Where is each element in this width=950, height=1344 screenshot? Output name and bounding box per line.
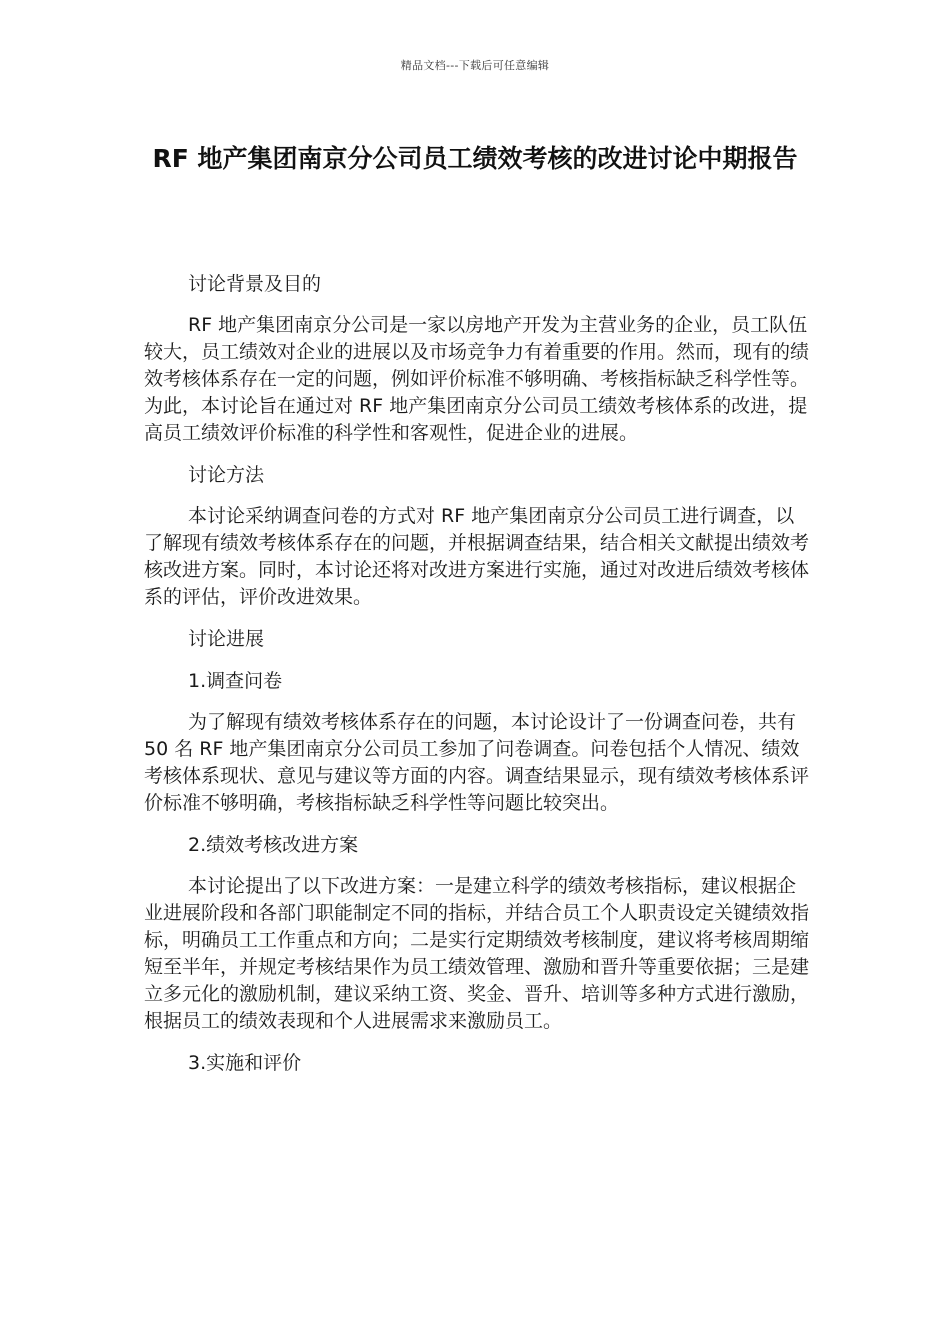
section-heading-background: 讨论背景及目的 <box>188 273 322 295</box>
section-heading-progress: 讨论进展 <box>188 628 265 650</box>
subheading-survey: 1.调查问卷 <box>188 670 283 692</box>
paragraph-background: RF 地产集团南京分公司是一家以房地产开发为主营业务的企业，员工队伍较大，员工绩效对企业的进展以及市场竞争力有着重要的作用。然而，现有的绩效考核体系存在一定的问题，例如评价标准不够明确、考核指标缺乏科学性等。为此，本讨论旨在通过对 RF 地产集团南京分公司员工绩效考核体系的改进，提高员工绩效评价标准的科学性和客观性，促进企业的进展。 <box>144 314 810 444</box>
page-header-note: 精品文档---下载后可任意编辑 <box>400 59 550 72</box>
paragraph-method: 本讨论采纳调查问卷的方式对 RF 地产集团南京分公司员工进行调查，以了解现有绩效考核体系存在的问题，并根据调查结果，结合相关文献提出绩效考核改进方案。同时，本讨论还将对改进方案进行实施，通过对改进后绩效考核体系的评估，评价改进效果。 <box>144 505 810 608</box>
document-body <box>144 270 810 1091</box>
subheading-improvement-plan: 2.绩效考核改进方案 <box>188 834 359 856</box>
document-title: RF 地产集团南京分公司员工绩效考核的改进讨论中期报告 <box>152 144 798 173</box>
paragraph-improvement-plan: 本讨论提出了以下改进方案：一是建立科学的绩效考核指标，建议根据企业进展阶段和各部门职能制定不同的指标，并结合员工个人职责设定关键绩效指标，明确员工工作重点和方向；二是实行定期绩效考核制度，建议将考核周期缩短至半年，并规定考核结果作为员工绩效管理、激励和晋升等重要依据；三是建立多元化的激励机制，建议采纳工资、奖金、晋升、培训等多种方式进行激励，根据员工的绩效表现和个人进展需求来激励员工。 <box>144 875 810 1032</box>
section-heading-method: 讨论方法 <box>188 464 265 486</box>
paragraph-survey: 为了解现有绩效考核体系存在的问题，本讨论设计了一份调查问卷，共有 50 名 RF 地产集团南京分公司员工参加了问卷调查。问卷包括个人情况、绩效考核体系现状、意见与建议等方面的内容。调查结果显示，现有绩效考核体系评价标准不够明确，考核指标缺乏科学性等问题比较突出。 <box>144 711 810 814</box>
subheading-implementation: 3.实施和评价 <box>188 1052 302 1074</box>
